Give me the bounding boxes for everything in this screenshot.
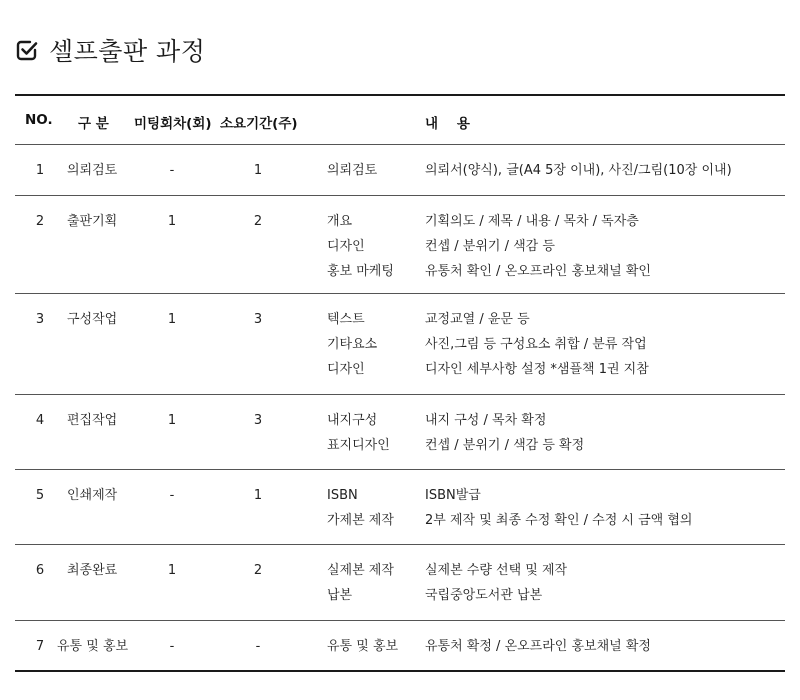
- row-item-contents: [425, 408, 584, 458]
- row-item-contents: [425, 483, 692, 533]
- item-label: 내지구성: [327, 413, 378, 428]
- table-row: [15, 621, 785, 670]
- table-row: [15, 470, 785, 544]
- item-content: ISBN발급: [425, 488, 481, 503]
- row-category: 인쇄제작: [67, 488, 118, 503]
- row-category: 최종완료: [67, 563, 118, 578]
- item-label: 텍스트: [327, 312, 365, 327]
- row-duration: 2: [253, 214, 263, 229]
- item-label: 디자인: [327, 362, 365, 377]
- item-label: ISBN: [327, 488, 358, 503]
- item-content: 컨셉 / 분위기 / 색감 등 확정: [425, 438, 585, 453]
- row-category: 구성작업: [67, 312, 118, 327]
- item-label: 개요: [327, 214, 353, 229]
- row-duration: 1: [253, 163, 263, 178]
- item-content: 의뢰서(양식), 글(A4 5장 이내), 사진/그림(10장 이내): [425, 163, 732, 178]
- item-content: 2부 제작 및 최종 수정 확인 / 수정 시 금액 협의: [425, 513, 693, 528]
- row-item-labels: [327, 558, 394, 608]
- row-item-contents: [425, 307, 649, 382]
- header-no: NO.: [25, 112, 53, 128]
- item-content: 내지 구성 / 목차 확정: [425, 413, 547, 428]
- table-row: [15, 294, 785, 394]
- row-meetings: 1: [167, 413, 177, 428]
- item-content: 실제본 수량 선택 및 제작: [425, 563, 568, 578]
- table-row: [15, 545, 785, 620]
- item-label: 디자인: [327, 239, 365, 254]
- row-category: 편집작업: [67, 413, 118, 428]
- row-item-labels: [327, 483, 394, 533]
- row-number: 7: [35, 639, 45, 654]
- row-meetings: 1: [167, 312, 177, 327]
- item-content: 디자인 세부사항 설정 *샘플책 1권 지참: [425, 362, 649, 377]
- row-number: 6: [35, 563, 45, 578]
- row-item-labels: [327, 307, 377, 382]
- row-duration: 3: [253, 312, 263, 327]
- row-category: 의뢰검토: [67, 163, 118, 178]
- row-category: 출판기획: [67, 214, 118, 229]
- process-table: [15, 94, 785, 672]
- row-meetings: 1: [167, 563, 177, 578]
- row-duration: 2: [253, 563, 263, 578]
- row-number: 4: [35, 413, 45, 428]
- row-number: 1: [35, 163, 45, 178]
- header-duration: 소요기간(주): [220, 116, 298, 132]
- row-duration: 1: [253, 488, 263, 503]
- row-item-labels: [327, 209, 394, 284]
- item-label: 가제본 제작: [327, 513, 394, 528]
- row-item-contents: [425, 158, 732, 183]
- header-content: 내 용: [425, 116, 470, 132]
- row-item-labels: [327, 158, 377, 183]
- page-title: 셀프출판 과정: [49, 37, 206, 66]
- table-header-row: [15, 96, 785, 144]
- row-item-contents: [425, 209, 651, 284]
- row-meetings: -: [169, 639, 175, 654]
- header-meetings: 미팅회차(회): [134, 116, 212, 132]
- row-divider: [15, 670, 785, 672]
- table-row: [15, 145, 785, 195]
- table-row: [15, 395, 785, 469]
- row-item-contents: [425, 634, 651, 659]
- row-item-contents: [425, 558, 567, 608]
- row-duration: -: [255, 639, 261, 654]
- item-label: 납본: [327, 588, 353, 603]
- row-number: 3: [35, 312, 45, 327]
- item-label: 유통 및 홍보: [327, 639, 399, 654]
- table-body: [15, 145, 785, 672]
- row-number: 2: [35, 214, 45, 229]
- item-content: 유통처 확정 / 온오프라인 홍보채널 확정: [425, 639, 651, 654]
- item-content: 사진,그림 등 구성요소 취합 / 분류 작업: [425, 337, 647, 352]
- item-content: 유통처 확인 / 온오프라인 홍보채널 확인: [425, 264, 651, 279]
- checkbox-checked-icon: [16, 39, 38, 61]
- row-item-labels: [327, 634, 398, 659]
- row-item-labels: [327, 408, 390, 458]
- item-label: 홍보 마케팅: [327, 264, 394, 279]
- row-meetings: -: [169, 163, 175, 178]
- item-label: 기타요소: [327, 337, 378, 352]
- item-content: 기획의도 / 제목 / 내용 / 목차 / 독자층: [425, 214, 639, 229]
- item-content: 교정교열 / 윤문 등: [425, 312, 530, 327]
- row-duration: 3: [253, 413, 263, 428]
- row-meetings: 1: [167, 214, 177, 229]
- item-content: 컨셉 / 분위기 / 색감 등: [425, 239, 555, 254]
- page-title-block: [16, 30, 205, 70]
- row-category: 유통 및 홍보: [57, 639, 129, 654]
- table-row: [15, 196, 785, 293]
- item-label: 의뢰검토: [327, 163, 378, 178]
- item-label: 표지디자인: [327, 438, 390, 453]
- item-content: 국립중앙도서관 납본: [425, 588, 543, 603]
- header-category: 구 분: [78, 116, 109, 132]
- row-meetings: -: [169, 488, 175, 503]
- item-label: 실제본 제작: [327, 563, 394, 578]
- row-number: 5: [35, 488, 45, 503]
